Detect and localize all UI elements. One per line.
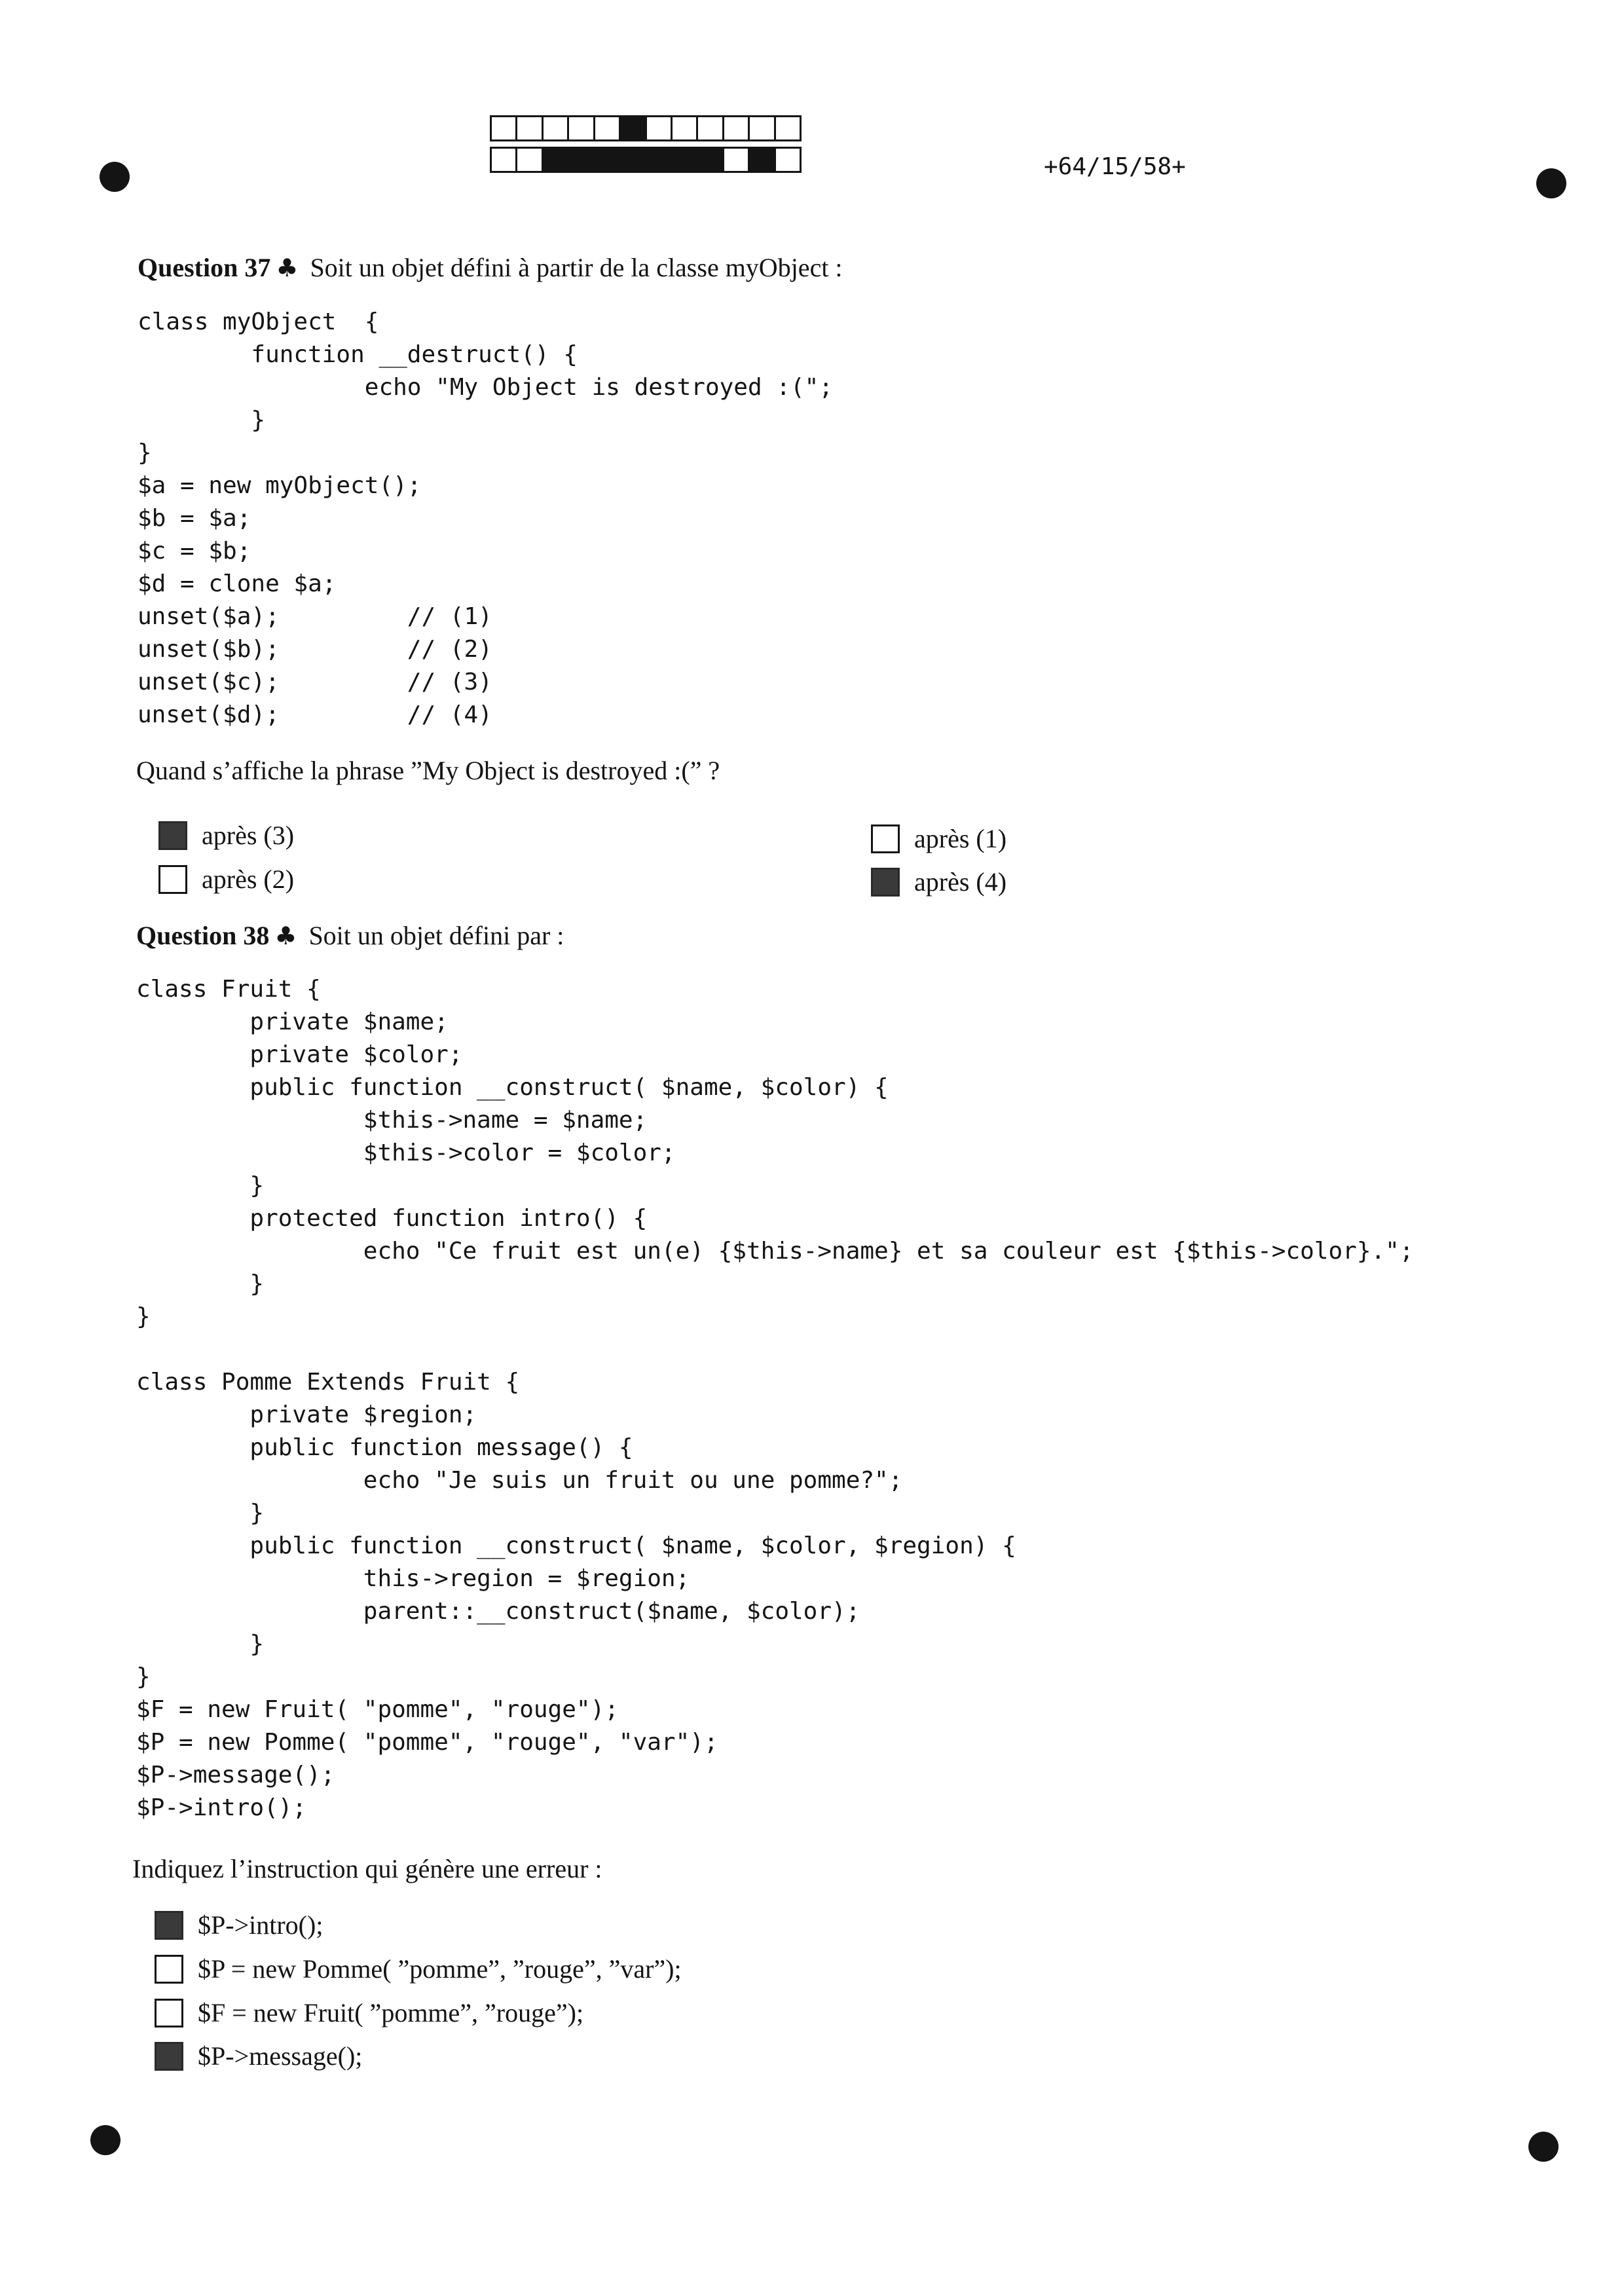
barcode-cell xyxy=(750,117,775,139)
choice-label: $P = new Pomme( ”pomme”, ”rouge”, ”var”); xyxy=(198,1954,682,1984)
club-icon: ♣ xyxy=(274,921,297,950)
barcode-cell xyxy=(569,117,595,139)
barcode-cell xyxy=(724,149,750,171)
choice-label: après (4) xyxy=(914,867,1007,897)
question-text: Soit un objet défini à partir de la classe myObject : xyxy=(310,253,843,282)
checkbox[interactable] xyxy=(158,821,187,850)
question-38-choice-2[interactable] xyxy=(155,1953,682,1984)
page-id: +64/15/58+ xyxy=(1044,153,1186,180)
choice-label: $P->message(); xyxy=(198,2041,363,2071)
barcode-bottom xyxy=(490,147,802,173)
question-38-title xyxy=(136,920,564,951)
barcode-cell xyxy=(517,149,543,171)
barcode-cell xyxy=(492,149,517,171)
question-37-title xyxy=(138,252,843,283)
choice-label: après (2) xyxy=(202,864,295,894)
barcode-cell xyxy=(595,149,621,171)
checkbox[interactable] xyxy=(871,868,900,897)
question-37-prompt: Quand s’affiche la phrase ”My Object is destroyed :(” ? xyxy=(136,756,720,785)
barcode-cell xyxy=(647,149,673,171)
barcode-cell xyxy=(776,117,800,139)
question-37-choice-2[interactable] xyxy=(871,823,1006,854)
club-icon: ♣ xyxy=(276,253,299,282)
barcode-cell xyxy=(517,117,543,139)
choice-label: $F = new Fruit( ”pomme”, ”rouge”); xyxy=(198,1998,584,2028)
barcode-cell xyxy=(647,117,673,139)
barcode-cell xyxy=(724,117,750,139)
checkbox[interactable] xyxy=(155,1955,183,1984)
question-number: Question 38 xyxy=(136,921,270,950)
question-37-code: class myObject { function __destruct() { echo "My Object is destroyed :("; } } $a = new myObject(); $b = $a; $c = $b; $d = clone $a; unset($a); // (1) unset($b); // (2) unset($c); // (3) unset($d); // (4) xyxy=(138,308,834,728)
barcode-cell xyxy=(698,149,724,171)
barcode-cell xyxy=(750,149,775,171)
barcode-cell xyxy=(544,149,569,171)
checkbox[interactable] xyxy=(155,1999,183,2028)
question-38-choice-3[interactable] xyxy=(155,1997,583,2028)
question-38-prompt: Indiquez l’instruction qui génère une erreur : xyxy=(132,1854,602,1883)
checkbox[interactable] xyxy=(155,2042,183,2071)
checkbox[interactable] xyxy=(155,1911,183,1940)
checkbox[interactable] xyxy=(158,865,187,894)
barcode-cell xyxy=(569,149,595,171)
checkbox[interactable] xyxy=(871,824,900,853)
question-37-choice-4[interactable] xyxy=(871,866,1006,897)
question-text: Soit un objet défini par : xyxy=(308,921,564,950)
barcode-top xyxy=(490,115,802,141)
choice-label: $P->intro(); xyxy=(198,1910,323,1940)
question-37-choice-3[interactable] xyxy=(158,864,294,895)
question-37-choice-1[interactable] xyxy=(158,820,294,851)
barcode-cell xyxy=(673,149,698,171)
choice-label: après (1) xyxy=(914,824,1007,853)
registration-dot-top-left xyxy=(100,162,130,192)
choice-label: après (3) xyxy=(202,821,295,850)
barcode-cell xyxy=(673,117,698,139)
question-number: Question 37 xyxy=(138,253,271,282)
barcode-cell xyxy=(776,149,800,171)
question-38-choice-1[interactable] xyxy=(155,1910,323,1940)
question-38-choice-4[interactable] xyxy=(155,2041,362,2071)
registration-dot-bottom-right xyxy=(1528,2132,1559,2162)
registration-dot-bottom-left xyxy=(90,2125,120,2155)
barcode-cell xyxy=(544,117,569,139)
barcode-cell xyxy=(595,117,621,139)
barcode-cell xyxy=(492,117,517,139)
barcode-cell xyxy=(621,149,646,171)
barcode-cell xyxy=(621,117,646,139)
question-38-code: class Fruit { private $name; private $color; public function __construct( $name, $color) { $this->name = $name; $this->color = $color; } protected function intro() { echo "Ce fruit est un(e) {$this->name} et sa couleur est {$this->color}."; } } class Pomme Extends Fruit { private $region; public function message() { echo "Je suis un fruit ou une pomme?"; } public function __construct( $name, $color, $region) { this->region = $region; parent::__construct($name, $color); } } $F = new Fruit( "pomme", "rouge"); $P = new Pomme( "pomme", "rouge", "var"); $P->message(); $P->intro(); xyxy=(136,976,1414,1821)
barcode-cell xyxy=(698,117,724,139)
registration-dot-top-right xyxy=(1536,168,1566,198)
